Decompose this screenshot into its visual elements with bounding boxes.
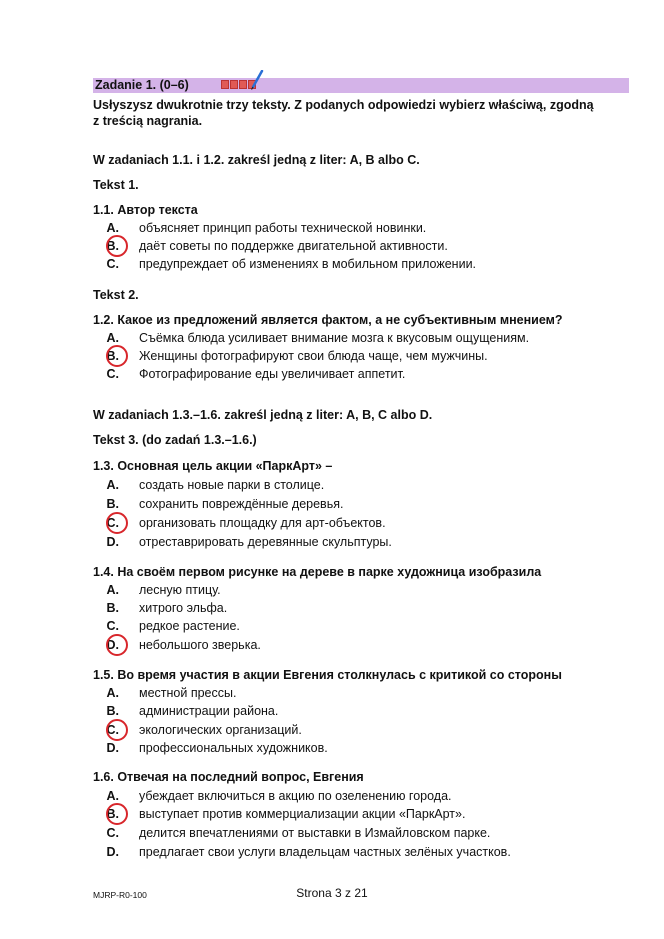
option-text: лесную птицу. [139, 583, 221, 597]
option-text: даёт советы по поддержке двигательной активности. [139, 239, 448, 253]
option-letter[interactable]: B. [106, 601, 119, 615]
task-title: Zadanie 1. (0–6) [95, 78, 189, 92]
option-text: Женщины фотографируют свои блюда чаще, чем мужчины. [139, 349, 488, 363]
option-text: небольшого зверька. [139, 638, 261, 652]
tekst-2-label: Tekst 2. [93, 288, 139, 302]
option-letter[interactable]: A. [106, 583, 119, 597]
answer-circle [106, 235, 128, 257]
option-letter[interactable]: C. [106, 826, 119, 840]
option-letter[interactable]: B. [106, 239, 119, 253]
option-letter[interactable]: B. [106, 349, 119, 363]
option-letter[interactable]: A. [106, 789, 119, 803]
option-letter[interactable]: D. [106, 845, 119, 859]
question-1-3: 1.3. Основная цель акции «ПаркАрт» – [93, 459, 333, 473]
instruction-1: W zadaniach 1.1. i 1.2. zakreśl jedną z liter: A, B albo C. [93, 153, 420, 167]
option-letter[interactable]: A. [106, 221, 119, 235]
option-text: Съёмка блюда усиливает внимание мозга к вкусовым ощущениям. [139, 331, 530, 345]
option-text: администрации района. [139, 704, 279, 718]
option-text: профессиональных художников. [139, 741, 328, 755]
option-text: отреставрировать деревянные скульптуры. [139, 535, 392, 549]
option-letter[interactable]: D. [106, 535, 119, 549]
answer-circle [106, 345, 128, 367]
option-text: делится впечатлениями от выставки в Измайловском парке. [139, 826, 491, 840]
option-letter[interactable]: C. [106, 516, 119, 530]
option-text: сохранить повреждённые деревья. [139, 497, 344, 511]
tekst-3-label: Tekst 3. (do zadań 1.3.–1.6.) [93, 433, 257, 447]
answer-circle [106, 803, 128, 825]
option-letter[interactable]: B. [106, 497, 119, 511]
question-1-4: 1.4. На своём первом рисунке на дереве в парке художница изобразила [93, 565, 542, 579]
tekst-1-label: Tekst 1. [93, 178, 139, 192]
option-text: организовать площадку для арт-объектов. [139, 516, 386, 530]
option-letter[interactable]: D. [106, 638, 119, 652]
task-intro-line1: Usłyszysz dwukrotnie trzy teksty. Z podanych odpowiedzi wybierz właściwą, zgodną [93, 98, 594, 112]
answer-circle [106, 634, 128, 656]
option-letter[interactable]: C. [106, 257, 119, 271]
option-letter[interactable]: C. [106, 367, 119, 381]
pen-icon [250, 70, 264, 90]
option-text: местной прессы. [139, 686, 237, 700]
option-text: объясняет принцип работы технической новинки. [139, 221, 427, 235]
option-letter[interactable]: C. [106, 723, 119, 737]
option-letter[interactable]: C. [106, 619, 119, 633]
option-letter[interactable]: A. [106, 478, 119, 492]
score-box [239, 80, 247, 89]
page-number: Strona 3 z 21 [296, 886, 368, 900]
option-letter[interactable]: D. [106, 741, 119, 755]
score-box [221, 80, 229, 89]
option-text: создать новые парки в столице. [139, 478, 325, 492]
option-text: редкое растение. [139, 619, 240, 633]
option-text: экологических организаций. [139, 723, 302, 737]
option-letter[interactable]: B. [106, 807, 119, 821]
option-letter[interactable]: A. [106, 686, 119, 700]
option-text: предлагает свои услуги владельцам частных зелёных участков. [139, 845, 511, 859]
question-1-2: 1.2. Какое из предложений является фактом, а не субъективным мнением? [93, 313, 563, 327]
option-text: предупреждает об изменениях в мобильном приложении. [139, 257, 477, 271]
option-text: хитрого эльфа. [139, 601, 228, 615]
answer-circle [106, 719, 128, 741]
task-intro-line2: z treścią nagrania. [93, 114, 203, 128]
question-1-5: 1.5. Во время участия в акции Евгения столкнулась с критикой со стороны [93, 668, 562, 682]
option-letter[interactable]: B. [106, 704, 119, 718]
option-text: выступает против коммерциализации акции «ПаркАрт». [139, 807, 466, 821]
option-letter[interactable]: A. [106, 331, 119, 345]
option-text: убеждает включиться в акцию по озеленению города. [139, 789, 452, 803]
question-1-1: 1.1. Автор текста [93, 203, 198, 217]
question-1-6: 1.6. Отвечая на последний вопрос, Евгения [93, 770, 364, 784]
option-text: Фотографирование еды увеличивает аппетит. [139, 367, 406, 381]
instruction-2: W zadaniach 1.3.–1.6. zakreśl jedną z liter: A, B, C albo D. [93, 408, 433, 422]
document-code: MJRP-R0-100 [93, 890, 147, 900]
answer-circle [106, 512, 128, 534]
score-box [230, 80, 238, 89]
